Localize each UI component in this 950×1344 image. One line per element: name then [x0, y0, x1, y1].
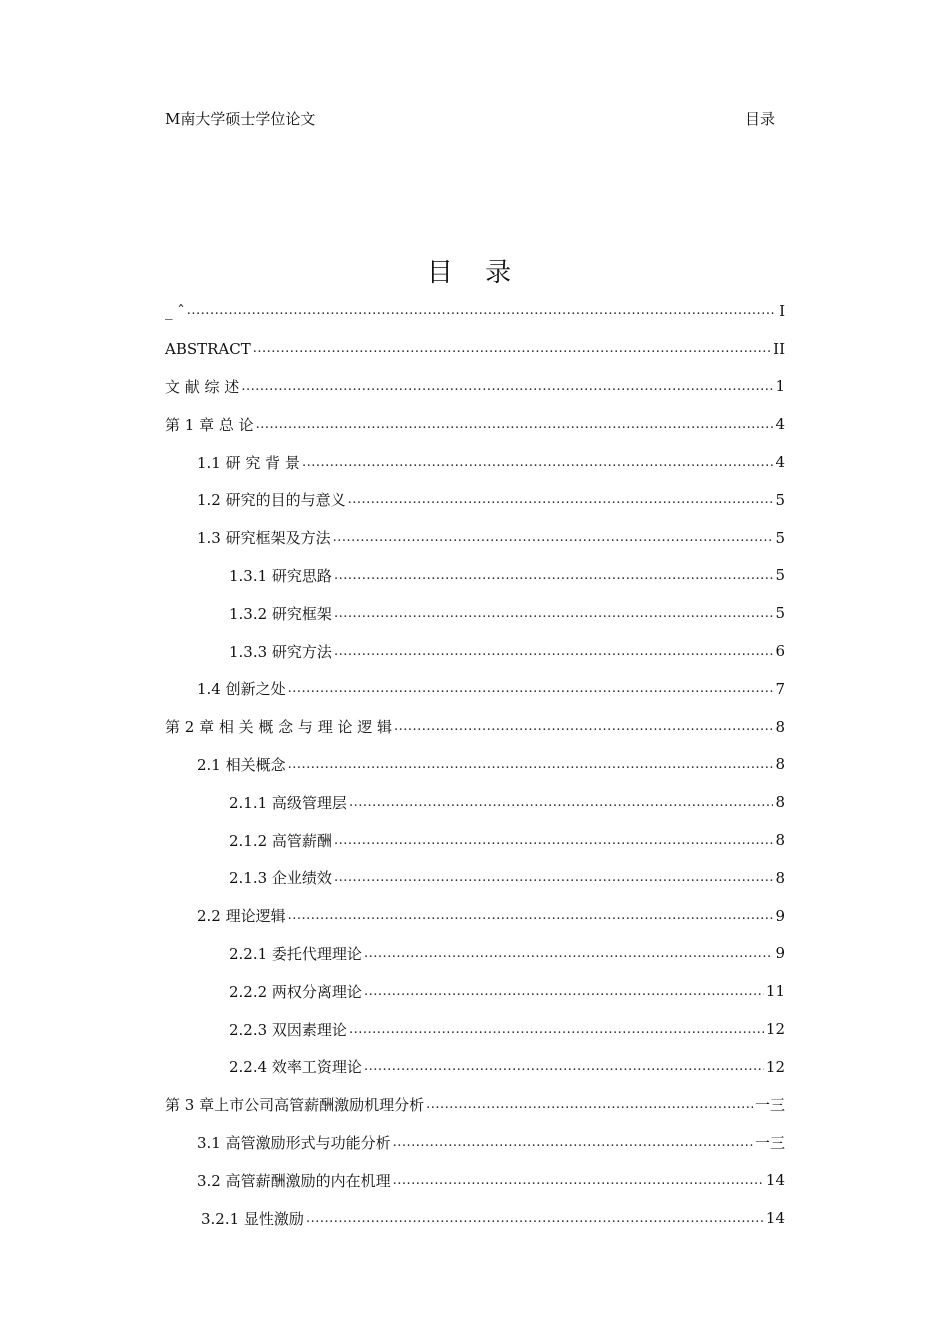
toc-entry-page: 4	[775, 415, 785, 434]
toc-entry[interactable]	[165, 821, 785, 859]
toc-entry[interactable]	[165, 1048, 785, 1086]
toc-entry[interactable]	[165, 443, 785, 481]
table-of-contents	[165, 292, 785, 1237]
toc-entry-page: 6	[775, 642, 785, 661]
toc-entry-page: 12	[765, 1020, 785, 1039]
toc-entry-page: 7	[775, 679, 785, 698]
toc-entry-label: 第 3 章上市公司高管薪酬激励机理分析	[165, 1096, 425, 1115]
toc-entry[interactable]	[165, 897, 785, 935]
toc-entry[interactable]	[165, 859, 785, 897]
page-header	[165, 108, 775, 129]
toc-entry[interactable]	[165, 670, 785, 708]
toc-entry-page: 4	[775, 453, 785, 472]
toc-entry[interactable]	[165, 519, 785, 557]
toc-entry-label: _ ˆ	[165, 301, 185, 320]
toc-entry-label: 3.2 高管薪酬激励的内在机理	[197, 1171, 391, 1190]
toc-entry-label: 1.3.3 研究方法	[229, 642, 332, 661]
toc-entry-page: 9	[775, 944, 785, 963]
toc-entry[interactable]	[165, 368, 785, 406]
toc-entry-label: 2.2.4 效率工资理论	[229, 1058, 362, 1077]
toc-entry-label: 2.1.2 高管薪酬	[229, 831, 332, 850]
header-left: M南大学硕士学位论文	[165, 110, 316, 128]
toc-leader-dots	[253, 341, 771, 356]
toc-entry-page: 8	[775, 831, 785, 850]
toc-leader-dots	[302, 455, 774, 470]
toc-entry-page: 14	[765, 1209, 785, 1228]
toc-leader-dots	[256, 417, 774, 432]
toc-entry-label: 1.3.2 研究框架	[229, 604, 332, 623]
toc-entry[interactable]	[165, 330, 785, 368]
toc-entry-page: 11	[765, 982, 785, 1001]
toc-entry-page: 8	[775, 755, 785, 774]
toc-leader-dots	[393, 1173, 764, 1188]
toc-entry-page: 一三	[754, 1096, 785, 1115]
toc-leader-dots	[426, 1097, 753, 1112]
toc-entry[interactable]	[165, 292, 785, 330]
toc-leader-dots	[349, 795, 774, 810]
toc-entry[interactable]	[165, 481, 785, 519]
toc-entry-label: 1.3.1 研究思路	[229, 566, 332, 585]
toc-entry-label: 1.3 研究框架及方法	[197, 529, 331, 548]
toc-leader-dots	[334, 870, 774, 885]
toc-entry[interactable]	[165, 1010, 785, 1048]
toc-entry-page: 5	[775, 566, 785, 585]
toc-leader-dots	[187, 303, 775, 318]
toc-leader-dots	[349, 1022, 764, 1037]
toc-leader-dots	[241, 379, 773, 394]
toc-entry-label: 第 1 章 总 论	[165, 415, 254, 434]
toc-entry-page: 5	[775, 490, 785, 509]
toc-entry-label: 1.1 研 究 背 景	[197, 453, 300, 472]
toc-entry-label: 2.2.2 两权分离理论	[229, 982, 362, 1001]
toc-entry-label: 第 2 章 相 关 概 念 与 理 论 逻 辑	[165, 718, 392, 737]
toc-leader-dots	[393, 1135, 753, 1150]
toc-entry[interactable]	[165, 1086, 785, 1124]
toc-leader-dots	[364, 984, 764, 999]
toc-entry-page: 8	[775, 868, 785, 887]
toc-entry-label: 2.1.1 高级管理层	[229, 793, 347, 812]
toc-entry-label: 2.2.3 双因素理论	[229, 1020, 347, 1039]
toc-leader-dots	[394, 719, 773, 734]
toc-title: 目 录	[426, 258, 524, 288]
toc-leader-dots	[334, 568, 774, 583]
toc-entry[interactable]	[165, 1161, 785, 1199]
toc-entry-page: 5	[775, 528, 785, 547]
header-right: 目录	[744, 110, 775, 128]
toc-entry[interactable]	[165, 935, 785, 973]
toc-entry[interactable]	[165, 783, 785, 821]
toc-entry-page: I	[779, 301, 785, 320]
toc-leader-dots	[348, 492, 774, 507]
toc-leader-dots	[334, 644, 774, 659]
toc-entry-page: 一三	[754, 1133, 785, 1152]
toc-entry-page: 5	[775, 604, 785, 623]
toc-entry-page: 8	[775, 717, 785, 736]
toc-leader-dots	[334, 606, 774, 621]
toc-entry-page: 1	[775, 377, 785, 396]
toc-leader-dots	[334, 833, 774, 848]
toc-entry[interactable]	[165, 1124, 785, 1162]
toc-entry-label: 2.2.1 委托代理理论	[229, 944, 362, 963]
toc-entry[interactable]	[165, 594, 785, 632]
toc-entry-label: 2.1 相关概念	[197, 755, 286, 774]
toc-leader-dots	[288, 757, 774, 772]
toc-entry-label: 2.1.3 企业绩效	[229, 869, 332, 888]
toc-entry[interactable]	[165, 708, 785, 746]
toc-entry[interactable]	[165, 405, 785, 443]
toc-entry[interactable]	[165, 1199, 785, 1237]
toc-leader-dots	[364, 946, 774, 961]
toc-leader-dots	[306, 1211, 764, 1226]
toc-leader-dots	[364, 1059, 764, 1074]
toc-entry[interactable]	[165, 972, 785, 1010]
toc-entry-label: 2.2 理论逻辑	[197, 907, 286, 926]
toc-entry[interactable]	[165, 632, 785, 670]
toc-entry[interactable]	[165, 746, 785, 784]
toc-leader-dots	[333, 530, 774, 545]
toc-entry-label: 3.1 高管激励形式与功能分析	[197, 1133, 391, 1152]
toc-entry-page: 14	[765, 1171, 785, 1190]
toc-entry[interactable]	[165, 557, 785, 595]
toc-entry-label: 1.4 创新之处	[197, 680, 286, 699]
toc-entry-page: 12	[765, 1057, 785, 1076]
toc-entry-label: 1.2 研究的目的与意义	[197, 491, 346, 510]
toc-entry-page: 9	[775, 906, 785, 925]
toc-entry-label: ABSTRACT	[165, 339, 251, 358]
toc-leader-dots	[288, 908, 774, 923]
toc-entry-label: 3.2.1 显性激励	[201, 1209, 304, 1228]
toc-leader-dots	[288, 681, 774, 696]
toc-entry-label: 文 献 综 述	[165, 377, 240, 396]
toc-entry-page: 8	[775, 793, 785, 812]
toc-entry-page: II	[773, 339, 785, 358]
